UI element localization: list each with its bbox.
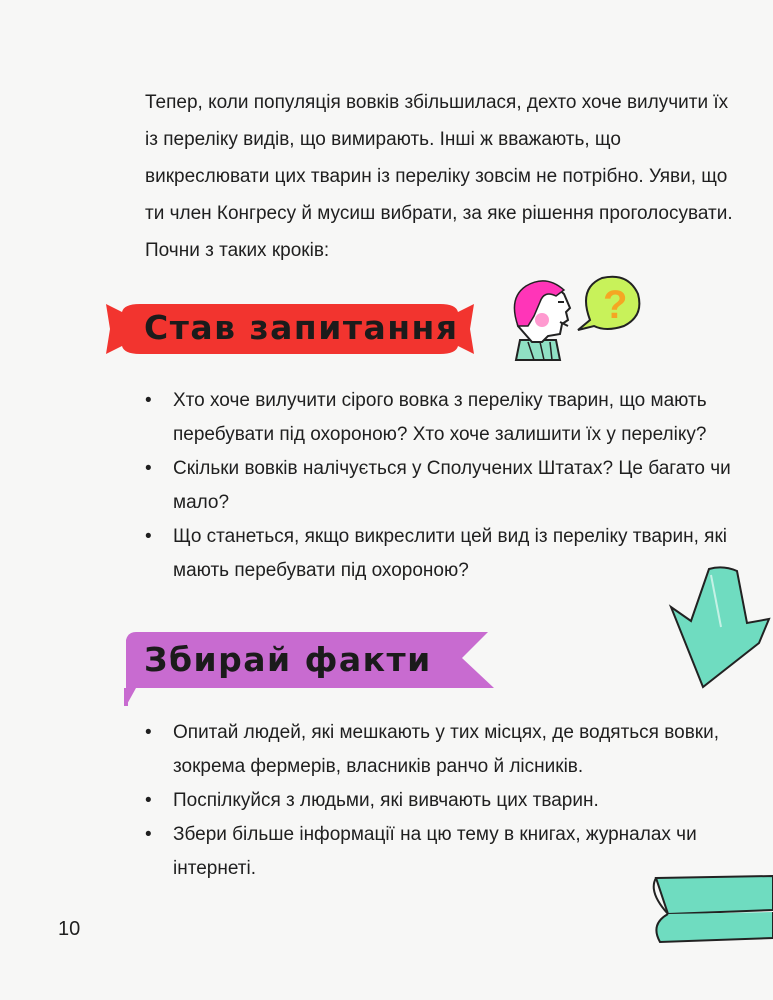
person-question-illustration (498, 268, 648, 368)
list-item: • Що станеться, якщо викреслити цей вид із переліку тварин, які мають перебувати під охороною? (145, 520, 745, 588)
questions-list (145, 384, 745, 588)
bullet-icon: • (145, 824, 152, 845)
intro-paragraph: Тепер, коли популяція вовків збільшилася, дехто хоче вилучити їх із переліку видів, що вимирають. Інші ж вважають, що викреслювати цих тварин із переліку зовсім не потрібно. Уяви, що ти член Конгресу й мусиш вибрати, за яке рішення проголосувати. Почни з таких кроків: (145, 92, 733, 261)
bullet-icon: • (145, 526, 152, 547)
list-item: • Скільки вовків налічується у Сполучених Штатах? Це багато чи мало? (145, 452, 745, 520)
section-title-questions: Став запитання (144, 308, 459, 347)
bullet-icon: • (145, 458, 152, 479)
list-item: • Опитай людей, які мешкають у тих місцях, де водяться вовки, зокрема фермерів, власників ранчо й лісників. (145, 716, 745, 784)
question-mark-icon: ? (603, 283, 628, 327)
list-item: • Хто хоче вилучити сірого вовка з переліку тварин, що мають перебувати під охороною? Хто хоче залишити їх у переліку? (145, 384, 745, 452)
teal-ribbon-decoration (648, 868, 773, 948)
bullet-icon: • (145, 790, 152, 811)
section-banner-facts (122, 628, 502, 708)
bullet-icon: • (145, 722, 152, 743)
page-number: 10 (58, 918, 81, 940)
teal-arrow-decoration (663, 563, 773, 693)
section-banner-questions (100, 298, 480, 360)
facts-list (145, 716, 745, 886)
bullet-icon: • (145, 390, 152, 411)
list-item: • Поспілкуйся з людьми, які вивчають цих тварин. (145, 784, 745, 818)
section-title-facts: Збирай факти (144, 640, 432, 679)
list-item: • Збери більше інформації на цю тему в книгах, журналах чи інтернеті. (145, 818, 745, 886)
